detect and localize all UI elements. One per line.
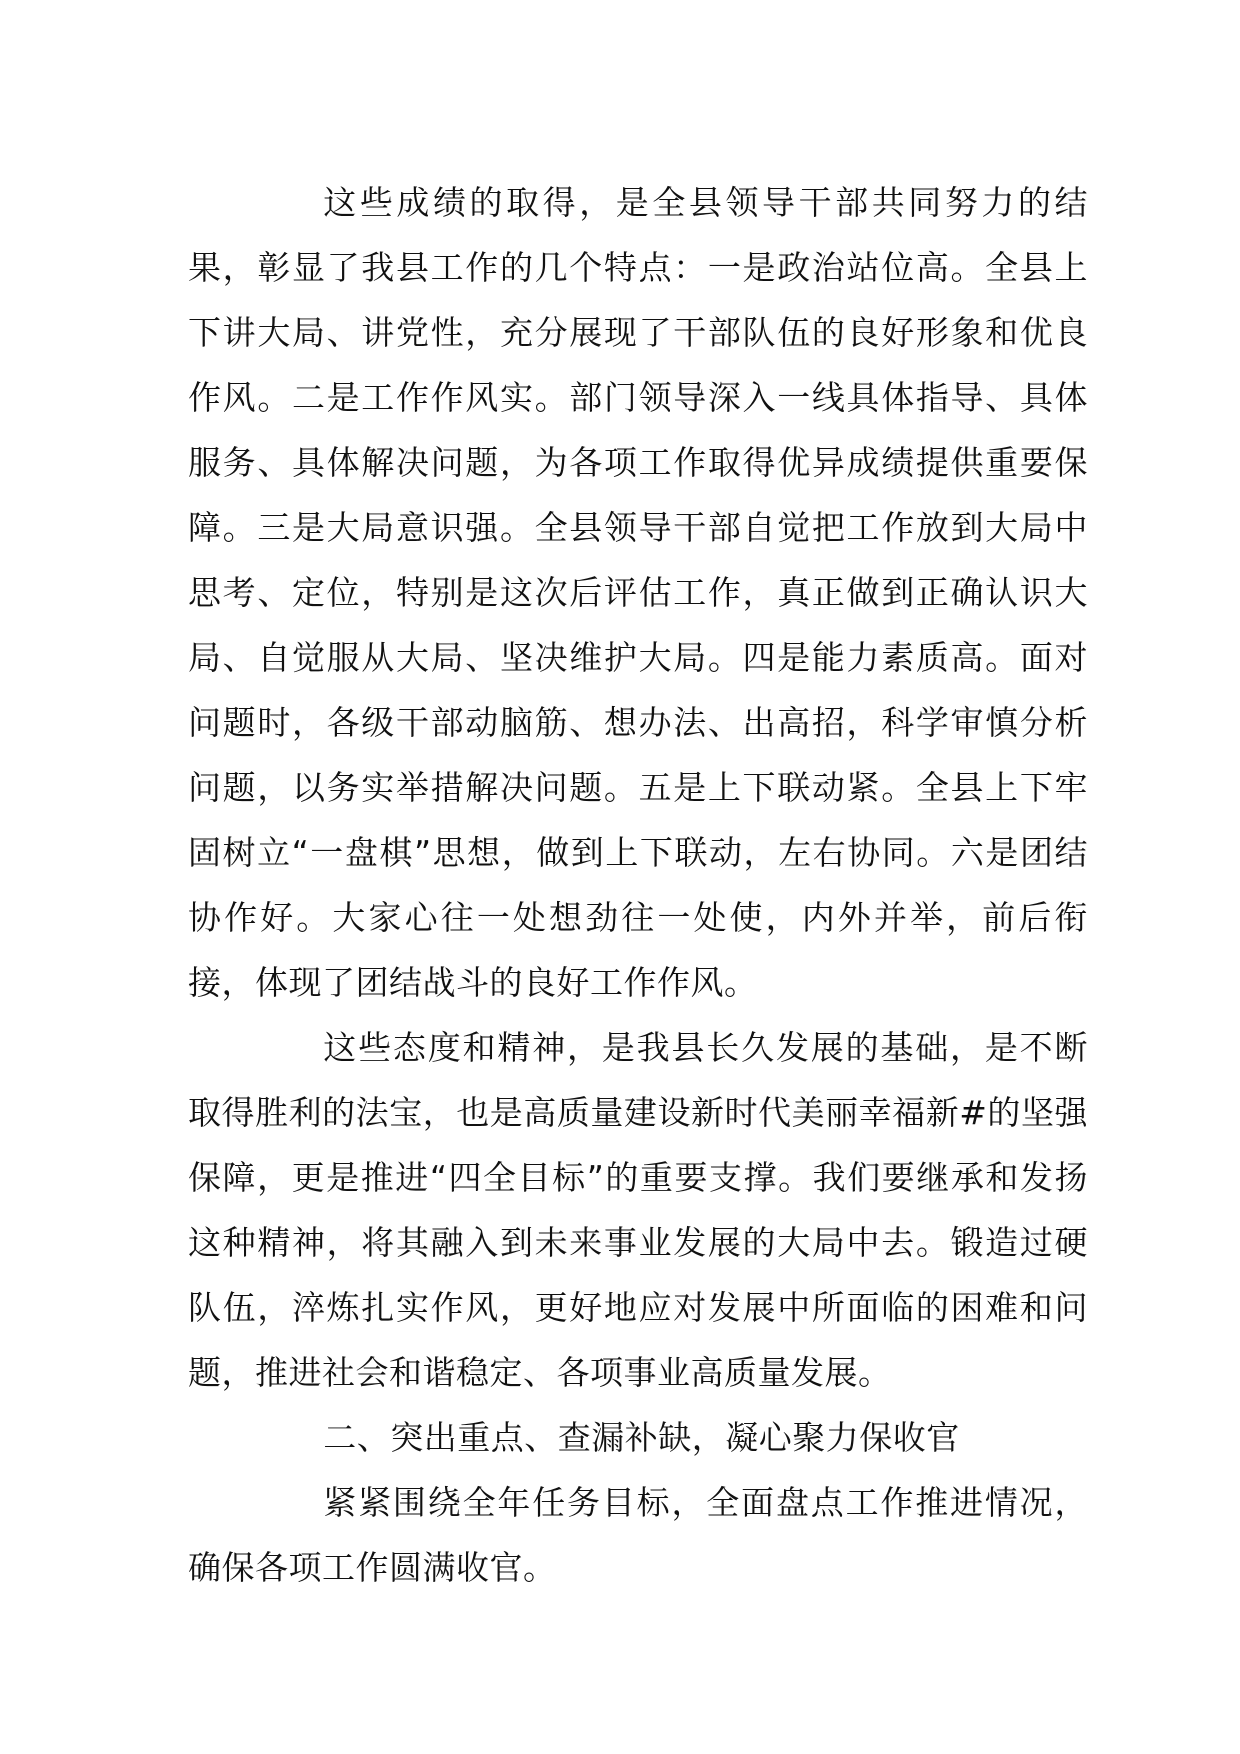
paragraph-spirit: 这些态度和精神，是我县长久发展的基础，是不断取得胜利的法宝，也是高质量建设新时代美丽幸福新#的坚强保障，更是推进“四全目标”的重要支撑。我们要继承和发扬这种精神，将其融入到未来事业发展的大局中去。锻造过硬队伍，淬炼扎实作风，更好地应对发展中所面临的困难和问题，推进社会和谐稳定、各项事业高质量发展。 xyxy=(188,1028,1088,1392)
section-heading: 二、突出重点、查漏补缺，凝心聚力保收官 xyxy=(323,1418,960,1457)
paragraph-closing: 紧紧围绕全年任务目标，全面盘点工作推进情况，确保各项工作圆满收官。 xyxy=(188,1483,1088,1587)
document-body xyxy=(188,170,1088,1600)
paragraph-achievements: 这些成绩的取得，是全县领导干部共同努力的结果，彰显了我县工作的几个特点：一是政治站位高。全县上下讲大局、讲党性，充分展现了干部队伍的良好形象和优良作风。二是工作作风实。部门领导深入一线具体指导、具体服务、具体解决问题，为各项工作取得优异成绩提供重要保障。三是大局意识强。全县领导干部自觉把工作放到大局中思考、定位，特别是这次后评估工作，真正做到正确认识大局、自觉服从大局、坚决维护大局。四是能力素质高。面对问题时，各级干部动脑筋、想办法、出高招，科学审慎分析问题，以务实举措解决问题。五是上下联动紧。全县上下牢固树立“一盘棋”思想，做到上下联动，左右协同。六是团结协作好。大家心往一处想劲往一处使，内外并举，前后衔接，体现了团结战斗的良好工作作风。 xyxy=(188,183,1088,1002)
